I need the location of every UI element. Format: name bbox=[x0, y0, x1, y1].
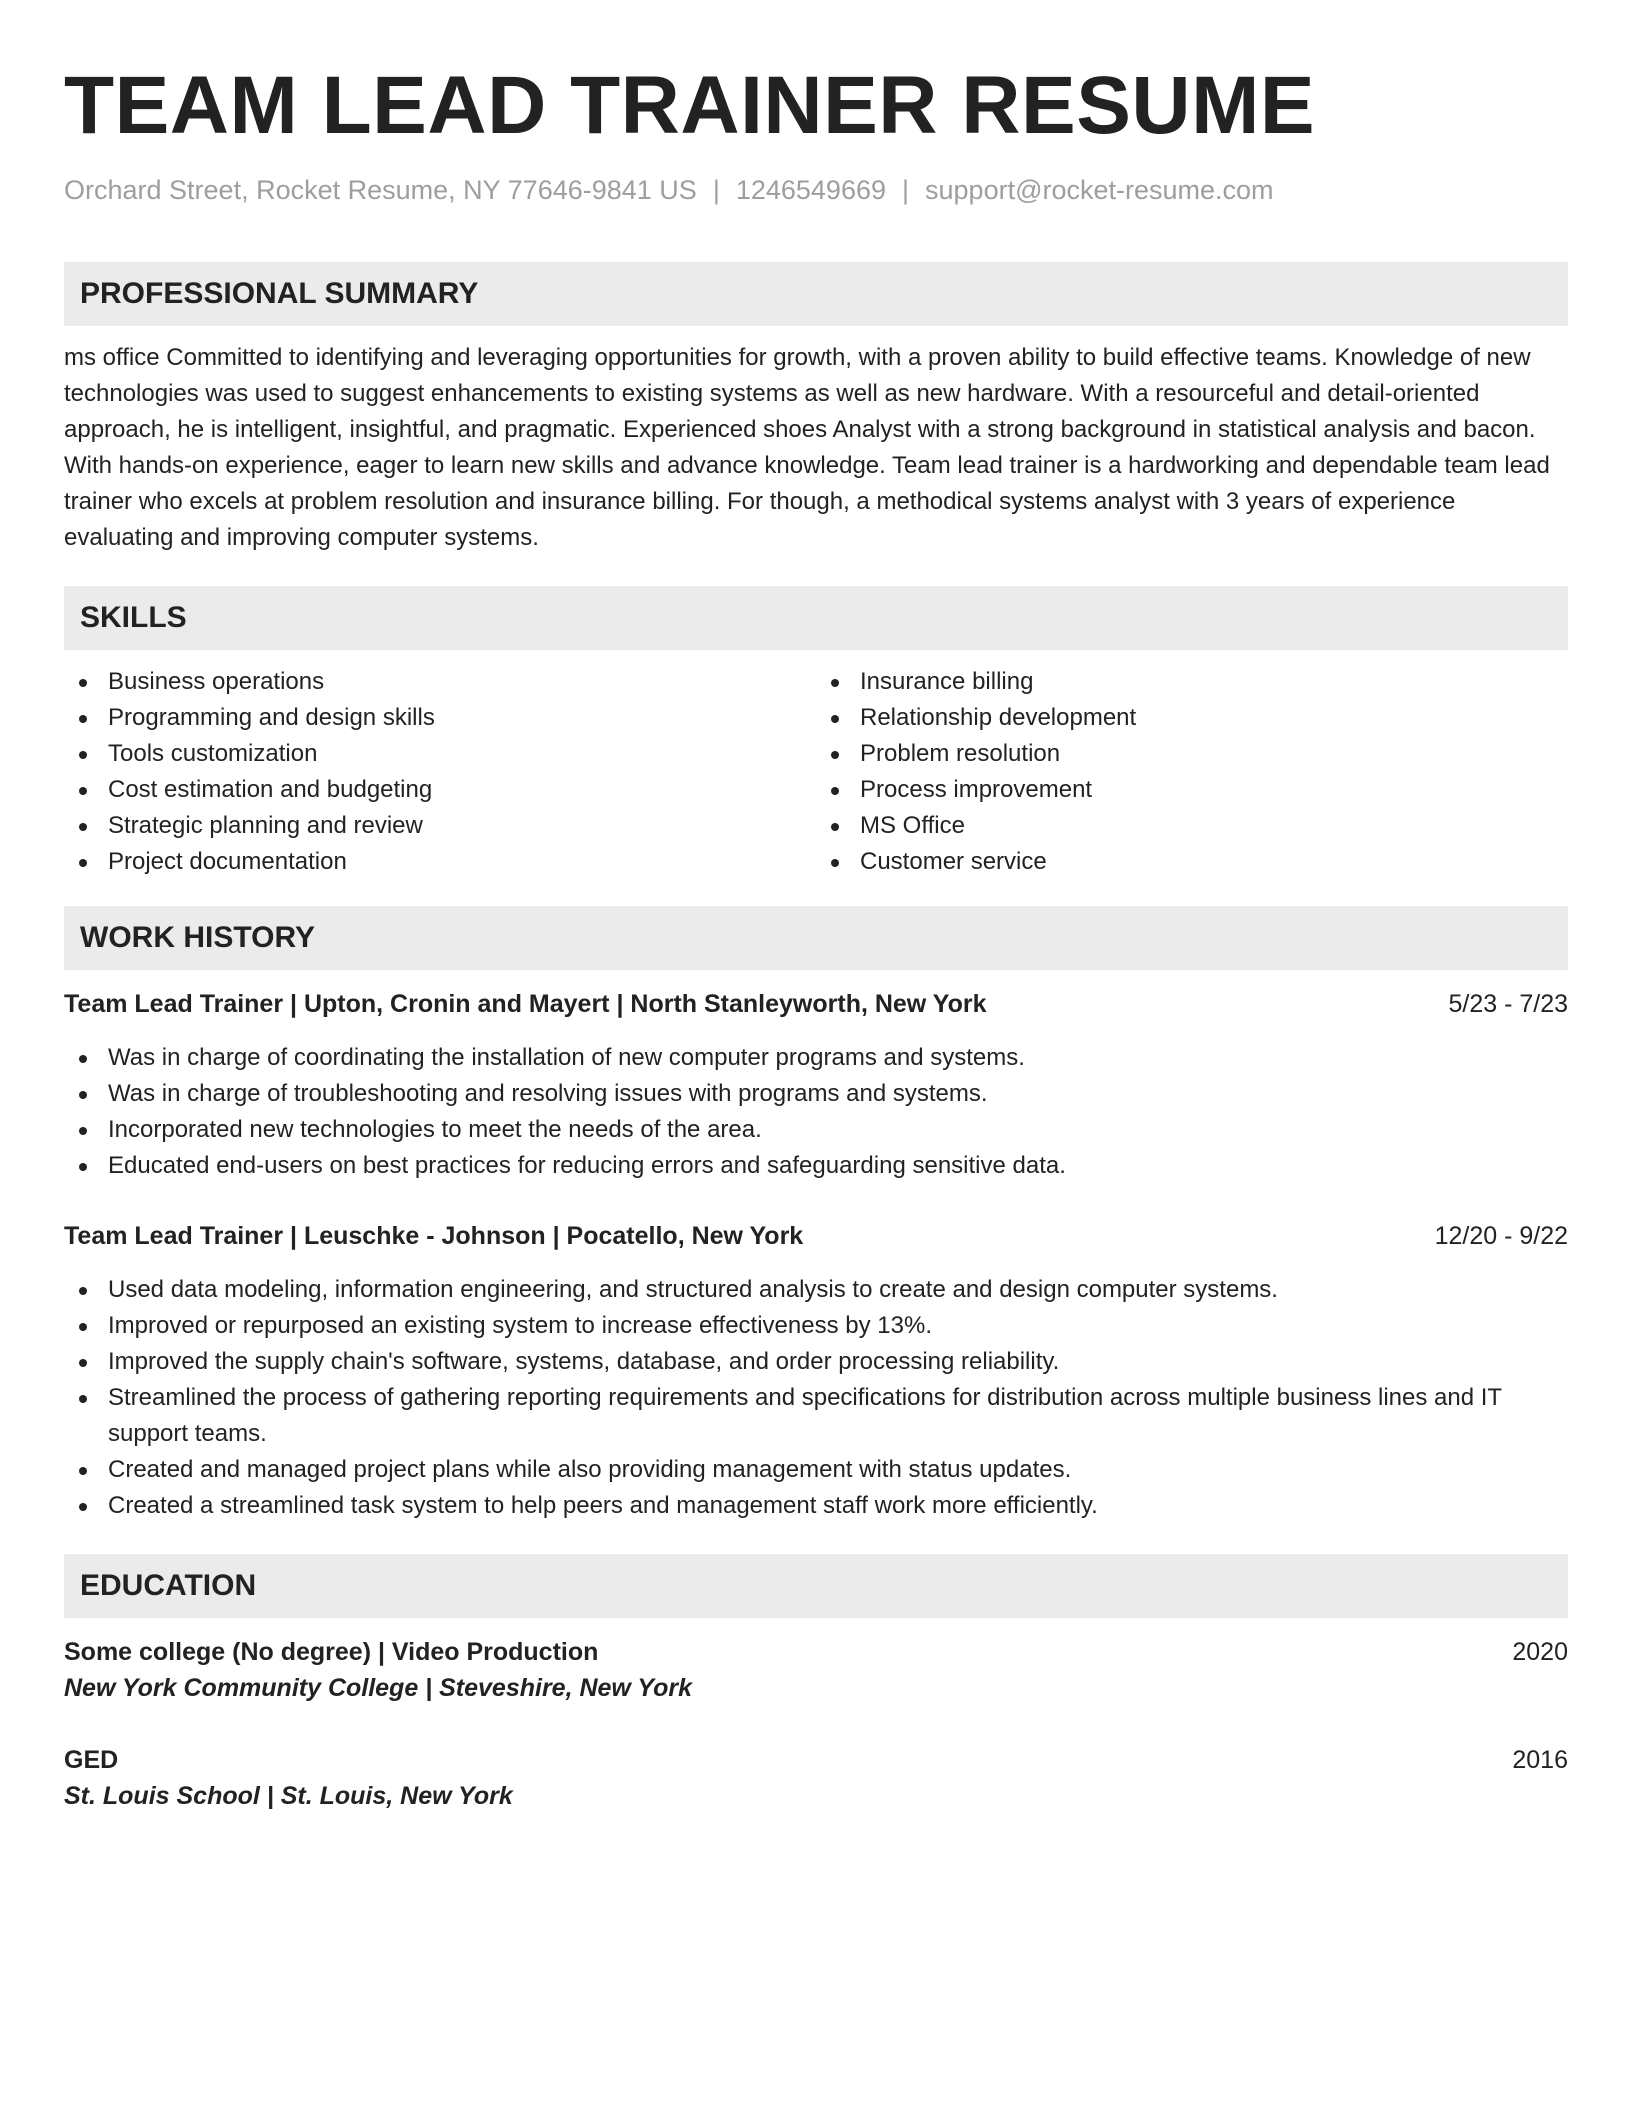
education-school: St. Louis School | St. Louis, New York bbox=[64, 1782, 513, 1810]
skill-item: Project documentation bbox=[108, 844, 816, 880]
job-header bbox=[64, 986, 1568, 1022]
job-bullet: Streamlined the process of gathering reporting requirements and specifications for distribution across multiple business lines and IT support teams. bbox=[108, 1380, 1568, 1452]
skill-item: Programming and design skills bbox=[108, 700, 816, 736]
contact-address: Orchard Street, Rocket Resume, NY 77646-9841 US bbox=[64, 175, 697, 205]
job-bullet: Created a streamlined task system to help peers and management staff work more efficiently. bbox=[108, 1488, 1568, 1524]
job-bullet: Incorporated new technologies to meet the needs of the area. bbox=[108, 1112, 1568, 1148]
skill-item: Customer service bbox=[860, 844, 1568, 880]
skill-item: Problem resolution bbox=[860, 736, 1568, 772]
section-heading-skills: SKILLS bbox=[64, 586, 1568, 650]
job-bullet: Was in charge of troubleshooting and resolving issues with programs and systems. bbox=[108, 1076, 1568, 1112]
section-heading-summary: PROFESSIONAL SUMMARY bbox=[64, 262, 1568, 326]
education-title: Some college (No degree) | Video Production bbox=[64, 1638, 599, 1666]
education-year: 2020 bbox=[1512, 1638, 1568, 1666]
job-title: Team Lead Trainer | Leuschke - Johnson | Pocatello, New York bbox=[64, 1222, 804, 1250]
job-entry bbox=[64, 1218, 1568, 1524]
skill-item: Relationship development bbox=[860, 700, 1568, 736]
skill-item: Cost estimation and budgeting bbox=[108, 772, 816, 808]
section-heading-work-history: WORK HISTORY bbox=[64, 906, 1568, 970]
skill-item: Insurance billing bbox=[860, 664, 1568, 700]
education-year: 2016 bbox=[1512, 1746, 1568, 1774]
job-dates: 12/20 - 9/22 bbox=[1434, 1222, 1568, 1250]
job-bullets bbox=[64, 1272, 1568, 1524]
skill-item: Strategic planning and review bbox=[108, 808, 816, 844]
education-header bbox=[64, 1742, 1568, 1778]
education-title: GED bbox=[64, 1746, 119, 1774]
skill-item: Business operations bbox=[108, 664, 816, 700]
resume-title: TEAM LEAD TRAINER RESUME bbox=[64, 60, 1316, 151]
job-bullet: Improved or repurposed an existing system to increase effectiveness by 13%. bbox=[108, 1308, 1568, 1344]
job-bullet: Was in charge of coordinating the installation of new computer programs and systems. bbox=[108, 1040, 1568, 1076]
contact-separator: | bbox=[712, 175, 720, 205]
education-entry bbox=[64, 1742, 1568, 1814]
job-dates: 5/23 - 7/23 bbox=[1448, 990, 1568, 1018]
job-bullets bbox=[64, 1040, 1568, 1184]
education-entry bbox=[64, 1634, 1568, 1706]
skill-item: Process improvement bbox=[860, 772, 1568, 808]
job-header bbox=[64, 1218, 1568, 1254]
job-title: Team Lead Trainer | Upton, Cronin and Mayert | North Stanleyworth, New York bbox=[64, 990, 987, 1018]
contact-line bbox=[64, 172, 1568, 208]
contact-separator: | bbox=[902, 175, 910, 205]
contact-phone: 1246549669 bbox=[735, 175, 886, 205]
education-school: New York Community College | Steveshire, New York bbox=[64, 1674, 693, 1702]
contact-email[interactable]: support@rocket-resume.com bbox=[925, 175, 1274, 205]
skills-list bbox=[64, 664, 1568, 880]
education-header bbox=[64, 1634, 1568, 1670]
skills-column-right bbox=[816, 664, 1568, 880]
skill-item: MS Office bbox=[860, 808, 1568, 844]
job-bullet: Used data modeling, information engineering, and structured analysis to create and design computer systems. bbox=[108, 1272, 1568, 1308]
summary-text: ms office Committed to identifying and leveraging opportunities for growth, with a proven ability to build effective teams. Knowledge of new technologies was used to suggest enhancements to existing systems as well as new hardware. With a resourceful and detail-oriented approach, he is intelligent, insightful, and pragmatic. Experienced shoes Analyst with a strong background in statistical analysis and bacon. With hands-on experience, eager to learn new skills and advance knowledge. Team lead trainer is a hardworking and dependable team lead trainer who excels at problem resolution and insurance billing. For though, a methodical systems analyst with 3 years of experience evaluating and improving computer systems. bbox=[64, 344, 1550, 551]
section-heading-education: EDUCATION bbox=[64, 1554, 1568, 1618]
skill-item: Tools customization bbox=[108, 736, 816, 772]
skills-column-left bbox=[64, 664, 816, 880]
job-entry bbox=[64, 986, 1568, 1184]
job-bullet: Created and managed project plans while also providing management with status updates. bbox=[108, 1452, 1568, 1488]
job-bullet: Improved the supply chain's software, systems, database, and order processing reliability. bbox=[108, 1344, 1568, 1380]
job-bullet: Educated end-users on best practices for reducing errors and safeguarding sensitive data. bbox=[108, 1148, 1568, 1184]
